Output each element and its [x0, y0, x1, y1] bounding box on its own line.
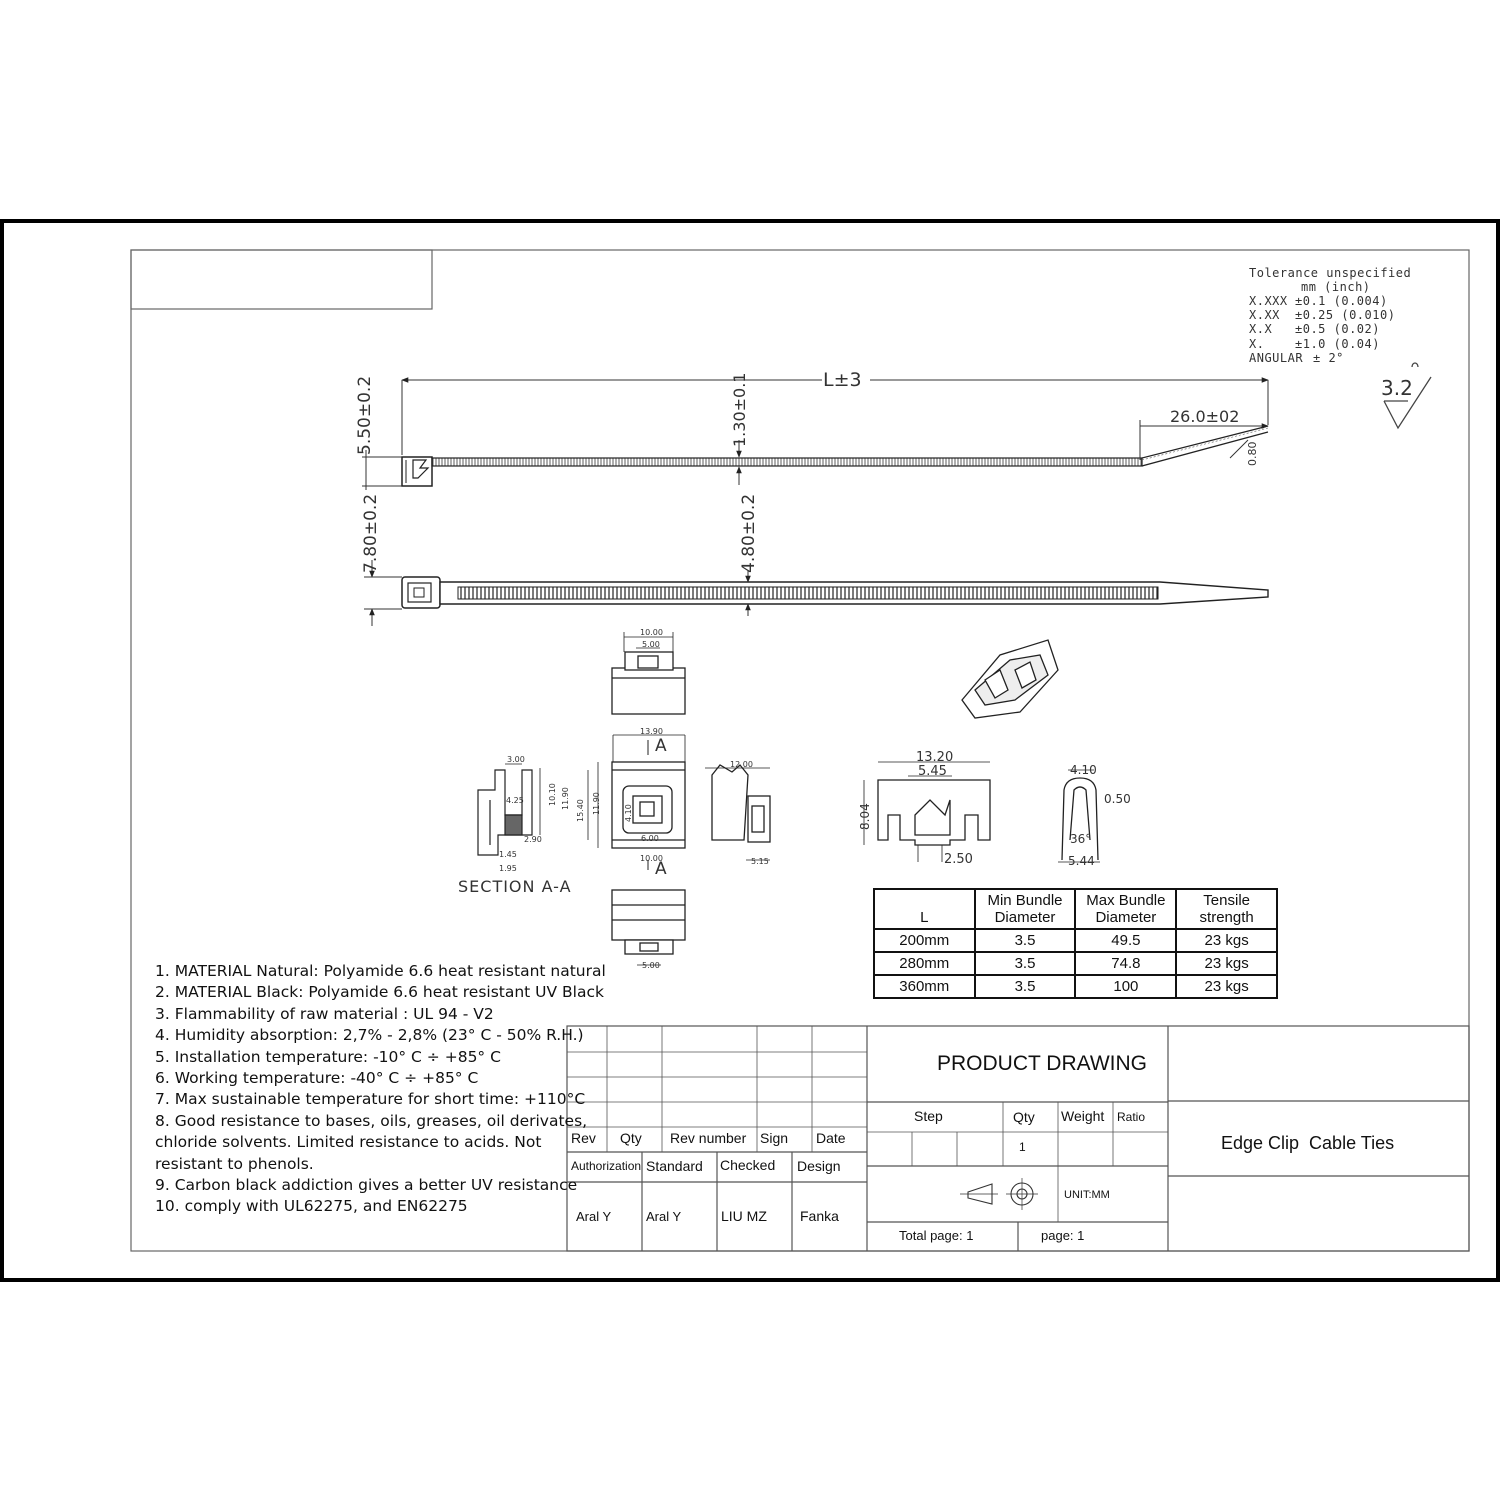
- dim-sec-b2: 1.95: [499, 864, 517, 873]
- roughness-value: 3.2: [1381, 376, 1413, 400]
- table-cell: 3.5: [975, 952, 1076, 975]
- tolerance-title: Tolerance unspecified: [1249, 266, 1412, 280]
- tie-side-view: [402, 426, 1268, 486]
- dim-prof-b: 5.44: [1068, 854, 1095, 868]
- note-item: 3. Flammability of raw material : UL 94 - V2: [155, 1004, 494, 1023]
- note-item: 6. Working temperature: -40° C ÷ +85° C: [155, 1069, 479, 1088]
- design-value: Fanka: [800, 1208, 839, 1224]
- tolerance-row: X.XX: [1249, 308, 1280, 322]
- tolerance-value: ±0.5 (0.02): [1295, 322, 1380, 336]
- dim-tail-length: 26.0±02: [1170, 407, 1240, 426]
- spec-header-tensile: Tensile strength: [1176, 889, 1277, 929]
- dim-clip-w1: 13.20: [916, 750, 954, 765]
- tolerance-row: ANGULAR: [1249, 351, 1304, 365]
- spec-header-min: Min Bundle Diameter: [975, 889, 1076, 929]
- dim-strap-thickness: 1.30±0.1: [730, 372, 749, 447]
- dim-clip-h: 8.04: [858, 803, 872, 830]
- unit-label: UNIT:MM: [1064, 1189, 1110, 1201]
- table-row: [874, 975, 1277, 998]
- dim-front-inner-v: 4.10: [624, 804, 633, 822]
- dim-prof-angle: 36°: [1070, 832, 1092, 846]
- note-item: 7. Max sustainable temperature for short time: +110°C: [155, 1090, 586, 1109]
- note-item: chloride solvents. Limited resistance to acids. Not: [155, 1133, 542, 1152]
- tolerance-value: ±0.25 (0.010): [1295, 308, 1396, 322]
- total-pages: Total page: 1: [899, 1228, 974, 1243]
- tolerance-row: X.: [1249, 337, 1265, 351]
- dim-front-w: 13.90: [640, 727, 663, 736]
- design-header: Design: [797, 1158, 841, 1174]
- dim-front-inner: 6.00: [641, 834, 659, 843]
- page-number: page: 1: [1041, 1228, 1085, 1243]
- projection-symbol: [960, 1178, 1038, 1210]
- note-item: 9. Carbon black addiction gives a better UV resistance: [155, 1176, 578, 1195]
- note-item: 10. comply with UL62275, and EN62275: [155, 1197, 468, 1216]
- product-name: Edge Clip Cable Ties: [1221, 1133, 1395, 1153]
- dim-sec-top: 3.00: [507, 755, 525, 764]
- dim-top-w1: 10.00: [640, 628, 663, 637]
- dim-sec-base: 2.90: [524, 835, 542, 844]
- table-cell: 23 kgs: [1176, 952, 1277, 975]
- dim-sec-h2: 11.90: [561, 787, 570, 810]
- dim-front-bottom: 10.00: [640, 854, 663, 863]
- tolerance-value: ±0.1 (0.004): [1295, 294, 1388, 308]
- clip-isometric-view: [962, 640, 1058, 718]
- tolerance-value: ±1.0 (0.04): [1295, 337, 1380, 351]
- top-left-box: [131, 250, 432, 309]
- note-item: 2. MATERIAL Black: Polyamide 6.6 heat resistant UV Black: [155, 983, 604, 1002]
- checked-header: Checked: [720, 1157, 776, 1173]
- dim-clip-b: 2.50: [944, 852, 973, 867]
- section-label: SECTION A-A: [458, 877, 572, 896]
- drawing-type-title: PRODUCT DRAWING: [937, 1052, 1147, 1075]
- notes-list: [155, 961, 606, 1218]
- table-cell: 200mm: [874, 929, 975, 952]
- dim-tail-thickness: 0.80: [1246, 441, 1259, 466]
- dim-bottom-w: 5.00: [642, 961, 660, 970]
- clip-profile-view: [1058, 770, 1100, 862]
- rev-date-header: Date: [816, 1130, 846, 1146]
- tolerance-value: ± 2°: [1313, 351, 1344, 365]
- qty-value: 1: [1019, 1140, 1026, 1154]
- step-header: Step: [914, 1108, 943, 1124]
- standard-value: Aral Y: [646, 1209, 682, 1224]
- dim-sec-h1: 10.10: [548, 783, 557, 806]
- table-cell: 3.5: [975, 929, 1076, 952]
- dim-prof-w: 4.10: [1070, 763, 1097, 777]
- head-bottom-view: [612, 890, 685, 965]
- note-item: 4. Humidity absorption: 2,7% - 2,8% (23° C - 50% R.H.): [155, 1026, 584, 1045]
- dim-head-width: 7.80±0.2: [361, 493, 381, 573]
- table-cell: 3.5: [975, 975, 1076, 998]
- table-cell: 360mm: [874, 975, 975, 998]
- table-row: [874, 952, 1277, 975]
- tie-top-view: [402, 577, 1268, 608]
- rev-qty-header: Qty: [620, 1130, 642, 1146]
- dim-top-w2: 5.00: [642, 640, 660, 649]
- head-front-view: [588, 735, 685, 870]
- authorization-header: Authorization: [571, 1159, 642, 1173]
- dim-front-h2: 11.90: [592, 792, 601, 815]
- table-cell: 100: [1075, 975, 1176, 998]
- note-item: resistant to phenols.: [155, 1154, 314, 1173]
- qty-header: Qty: [1013, 1109, 1035, 1125]
- table-cell: 74.8: [1075, 952, 1176, 975]
- table-cell: 23 kgs: [1176, 975, 1277, 998]
- note-item: 8. Good resistance to bases, oils, greases, oil derivates,: [155, 1111, 588, 1130]
- tolerance-row: X.XXX: [1249, 294, 1288, 308]
- side-dimension-lines: [362, 380, 1268, 490]
- dim-sec-mid: 4.25: [506, 796, 524, 805]
- section-marker-top: A: [655, 736, 667, 756]
- spec-header-max: Max Bundle Diameter: [1075, 889, 1176, 929]
- tolerance-row: X.X: [1249, 322, 1273, 336]
- dim-length: L±3: [823, 369, 862, 391]
- dim-front-h1: 15.40: [576, 799, 585, 822]
- standard-header: Standard: [646, 1158, 703, 1174]
- rev-number-header: Rev number: [670, 1130, 747, 1146]
- rev-sign-header: Sign: [760, 1130, 789, 1146]
- ratio-header: Ratio: [1117, 1110, 1146, 1124]
- table-cell: 23 kgs: [1176, 929, 1277, 952]
- checked-value: LIU MZ: [721, 1208, 767, 1224]
- dim-side-w: 12.00: [730, 760, 753, 769]
- authorization-value: Aral Y: [576, 1209, 612, 1224]
- tolerance-unit: mm (inch): [1301, 280, 1371, 294]
- note-item: 5. Installation temperature: -10° C ÷ +85° C: [155, 1047, 501, 1066]
- table-row: [874, 929, 1277, 952]
- rev-header: Rev: [571, 1130, 596, 1146]
- dim-clip-w2: 5.45: [918, 764, 947, 779]
- note-item: 1. MATERIAL Natural: Polyamide 6.6 heat resistant natural: [155, 962, 606, 980]
- head-side-view: [705, 765, 770, 860]
- table-cell: 280mm: [874, 952, 975, 975]
- section-marker-bottom: A: [655, 859, 667, 879]
- dim-prof-t: 0.50: [1104, 792, 1131, 806]
- dim-side-b: 5.15: [751, 857, 769, 866]
- spec-header-l: L: [874, 889, 975, 929]
- dim-head-height: 5.50±0.2: [355, 375, 375, 455]
- dim-sec-b1: 1.45: [499, 850, 517, 859]
- spec-table: [873, 888, 1278, 999]
- weight-header: Weight: [1061, 1108, 1105, 1124]
- table-cell: 49.5: [1075, 929, 1176, 952]
- dim-strap-width: 4.80±0.2: [739, 493, 759, 573]
